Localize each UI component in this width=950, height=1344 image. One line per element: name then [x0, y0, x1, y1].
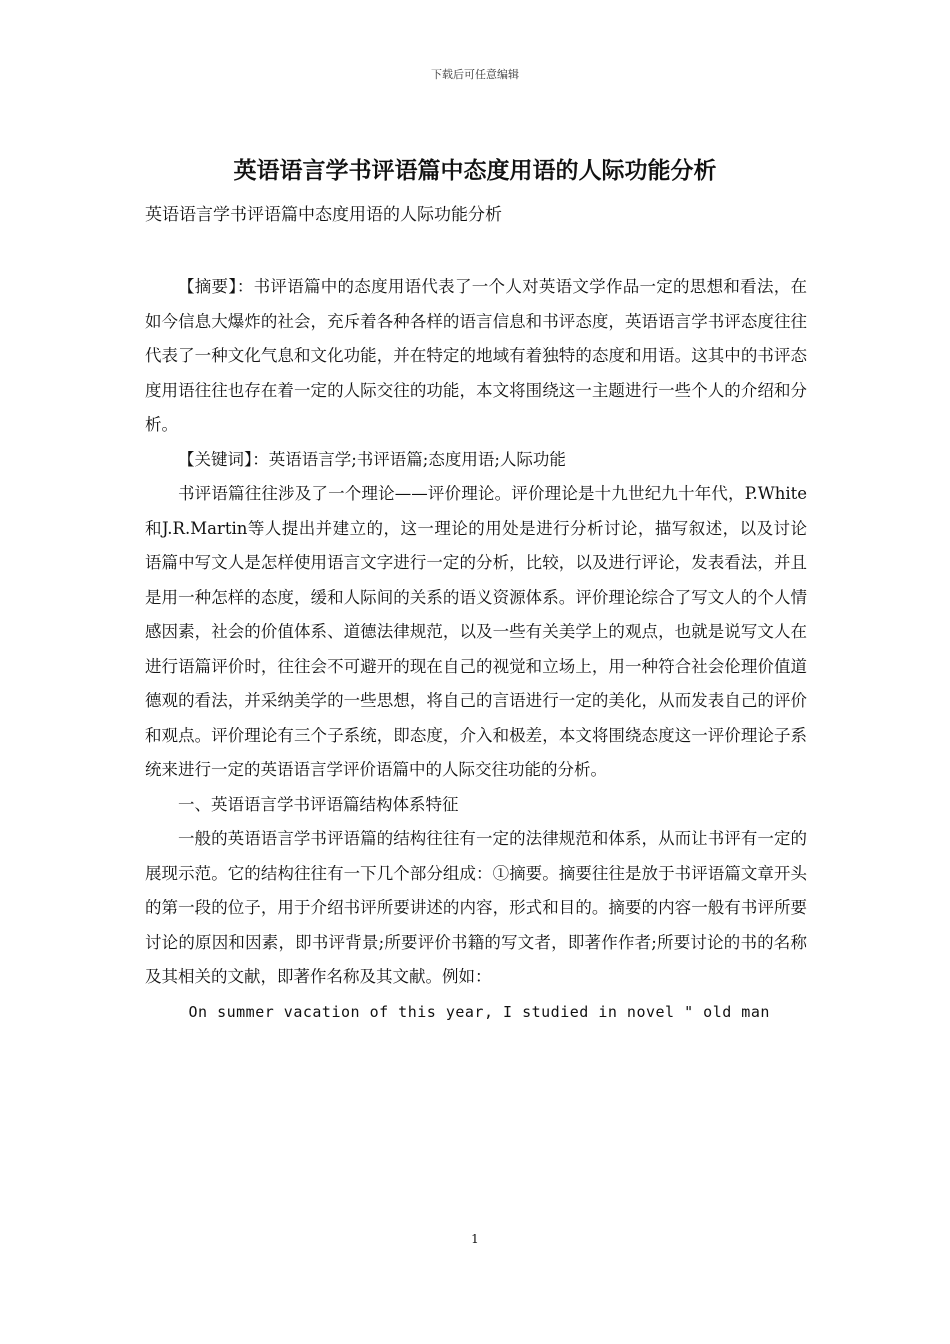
body-paragraph: 书评语篇往往涉及了一个理论——评价理论。评价理论是十九世纪九十年代，P.White和J.R.Martin等人提出并建立的，这一理论的用处是进行分析讨论，描写叙述，以及讨论语篇中写文人是怎样使用语言文字进行一定的分析，比较，以及进行评论，发表看法，并且是用一种怎样的态度，缓和人际间的关系的语义资源体系。评价理论综合了写文人的个人情感因素，社会的价值体系、道德法律规范，以及一些有关美学上的观点，也就是说写文人在进行语篇评价时，往往会不可避开的现在自己的视觉和立场上，用一种符合社会伦理价值道德观的看法，并采纳美学的一些思想，将自己的言语进行一定的美化，从而发表自己的评价和观点。评价理论有三个子系统，即态度，介入和极差，本文将围绕态度这一评价理论子系统来进行一定的英语语言学评价语篇中的人际交往功能的分析。: [145, 484, 807, 779]
header-note: 下载后可任意编辑: [431, 68, 519, 81]
section-heading: 一、英语语言学书评语篇结构体系特征: [178, 794, 459, 814]
document-title: 英语语言学书评语篇中态度用语的人际功能分析: [233, 157, 717, 184]
document-subtitle: 英语语言学书评语篇中态度用语的人际功能分析: [145, 205, 502, 225]
abstract-paragraph: 【摘要】：书评语篇中的态度用语代表了一个人对英语文学作品一定的思想和看法，在如今信息大爆炸的社会，充斥着各种各样的语言信息和书评态度，英语语言学书评态度往往代表了一种文化气息和文化功能，并在特定的地域有着独特的态度和用语。这其中的书评态度用语往往也存在着一定的人际交往的功能，本文将围绕这一主题进行一些个人的介绍和分析。: [145, 277, 807, 434]
body-paragraph: 一般的英语语言学书评语篇的结构往往有一定的法律规范和体系，从而让书评有一定的展现示范。它的结构往往有一下几个部分组成：①摘要。摘要往往是放于书评语篇文章开头的第一段的位子，用于介绍书评所要讲述的内容，形式和目的。摘要的内容一般有书评所要讨论的原因和因素，即书评背景;所要评价书籍的写文者，即著作作者;所要讨论的书的名称及其相关的文献，即著作名称及其文献。例如：: [145, 829, 807, 986]
keywords-paragraph: 【关键词】：英语语言学;书评语篇;态度用语;人际功能: [178, 449, 566, 469]
example-text: On summer vacation of this year, I studied in novel " old man: [188, 1002, 770, 1021]
document-body: [145, 270, 807, 1029]
page-number: 1: [471, 1232, 479, 1246]
